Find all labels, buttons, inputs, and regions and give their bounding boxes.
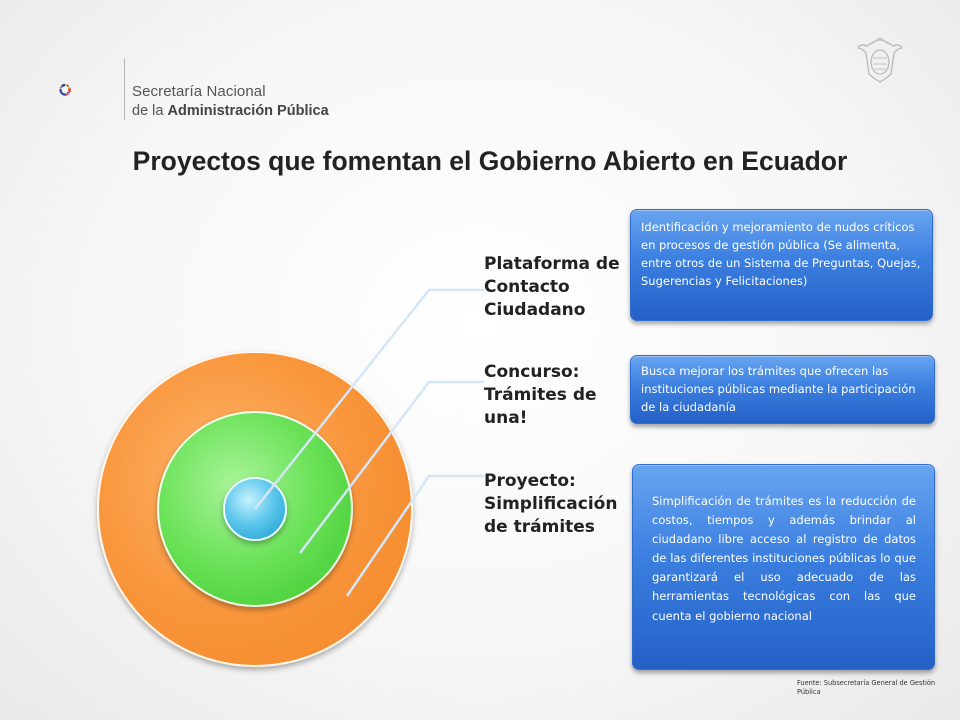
item-label-line: una! [484,408,528,428]
item-label-line: Ciudadano [484,300,586,320]
item-label-proyecto [484,470,617,539]
item-label-plataforma [484,253,620,322]
item-label-line: Proyecto: [484,471,576,491]
logo-text-prefix: de la [132,103,164,119]
item-label-line: Plataforma de [484,254,620,274]
item-label-concurso [484,361,597,430]
logo-text-bold: Administración Pública [167,103,329,119]
item-label-line: Contacto [484,277,570,297]
description-box-proyecto: Simplificación de trámites es la reducción de costos, tiempos y además brindar al ciudadano libre acceso al registro de datos de las diferentes instituciones públicas lo que garantizará el uso adecuado de las herramientas tecnológicas con las que cuenta el gobierno nacional [632,464,935,670]
source-note: Fuente: Subsecretaría General de Gestión Pública [797,679,936,696]
item-label-line: Concurso: [484,362,580,382]
item-label-line: Simplificación [484,494,618,514]
description-box-concurso: Busca mejorar los trámites que ofrecen las instituciones públicas mediante la participación de la ciudadanía [630,355,935,424]
description-box-plataforma: Identificación y mejoramiento de nudos críticos en procesos de gestión pública (Se alimenta, entre otros de un Sistema de Preguntas, Quejas, Sugerencias y Felicitaciones) [630,209,933,321]
item-label-line: de trámites [484,517,595,537]
page-title: Proyectos que fomentan el Gobierno Abierto en Ecuador [132,146,848,176]
logo-text-line1: Secretaría Nacional [132,83,266,100]
item-label-line: Trámites de [484,385,597,405]
